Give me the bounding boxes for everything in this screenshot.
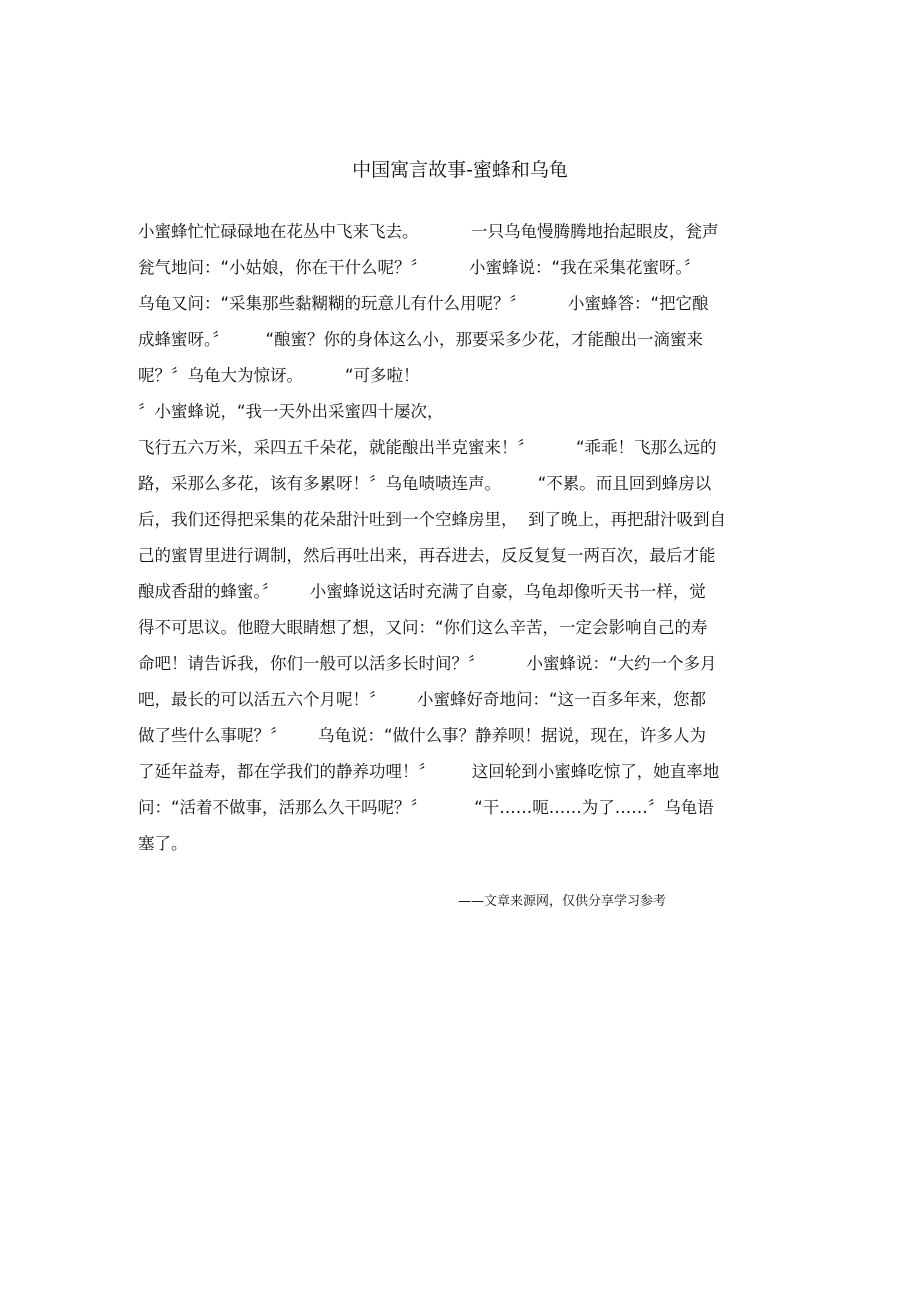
text-line: 路，采那么多花，该有多累呀！〞乌龟啧啧连声。 “不累。而且回到蜂房以 xyxy=(138,474,712,493)
text-line: 酿成香甜的蜂蜜。〞 小蜜蜂说这话时充满了自豪，乌龟却像听天书一样，觉 xyxy=(138,582,706,601)
text-line: 得不可思议。他瞪大眼睛想了想，又问：“你们这么辛苦，一定会影响自己的寿 xyxy=(138,618,708,637)
text-line: 〞小蜜蜂说，“我一天外出采蜜四十屡次， xyxy=(138,402,444,421)
text-line: 命吧！请告诉我，你们一般可以活多长时间？〞 小蜜蜂说：“大约一个多月 xyxy=(138,654,717,673)
text-line: 乌龟又问：“采集那些黏糊糊的玩意儿有什么用呢？〞 小蜜蜂答：“把它酿 xyxy=(138,294,709,313)
text-line: 呢？〞乌龟大为惊讶。 “可多啦！ xyxy=(138,366,420,385)
text-line: 飞行五六万米，采四五千朵花，就能酿出半克蜜来！〞 “乖乖！飞那么远的 xyxy=(138,438,717,457)
text-line: 塞了。 xyxy=(138,834,188,853)
text-line: 瓮气地问：“小姑娘，你在干什么呢？〞 小蜜蜂说：“我在采集花蜜呀。〞 xyxy=(138,258,701,277)
story-body xyxy=(138,214,778,862)
text-line: 后，我们还得把采集的花朵甜汁吐到一个空蜂房里， 到了晚上，再把甜汁吸到自 xyxy=(138,510,726,529)
text-line: 做了些什么事呢？〞 乌龟说：“做什么事？静养呗！据说，现在，许多人为 xyxy=(138,726,707,745)
page-title: 中国寓言故事-蜜蜂和乌龟 xyxy=(352,159,568,181)
text-line: 成蜂蜜呀。〞 “酿蜜？你的身体这么小，那要采多少花，才能酿出一滴蜜来 xyxy=(138,330,704,349)
source-note: ——文章来源网，仅供分享学习参考 xyxy=(458,894,667,909)
text-line: 吧，最长的可以活五六个月呢！〞 小蜜蜂好奇地问：“这一百多年来，您都 xyxy=(138,690,707,709)
text-line: 了延年益寿，都在学我们的静养功哩！〞 这回轮到小蜜蜂吃惊了，她直率地 xyxy=(138,762,720,781)
text-line: 小蜜蜂忙忙碌碌地在花丛中飞来飞去。 一只乌龟慢腾腾地抬起眼皮，瓮声 xyxy=(138,222,719,241)
text-line: 问：“活着不做事，活那么久干吗呢？〞 “干……呃……为了……〞乌龟语 xyxy=(138,798,714,817)
text-line: 己的蜜胃里进行调制，然后再吐出来，再吞进去，反反复复一两百次，最后才能 xyxy=(138,546,716,565)
